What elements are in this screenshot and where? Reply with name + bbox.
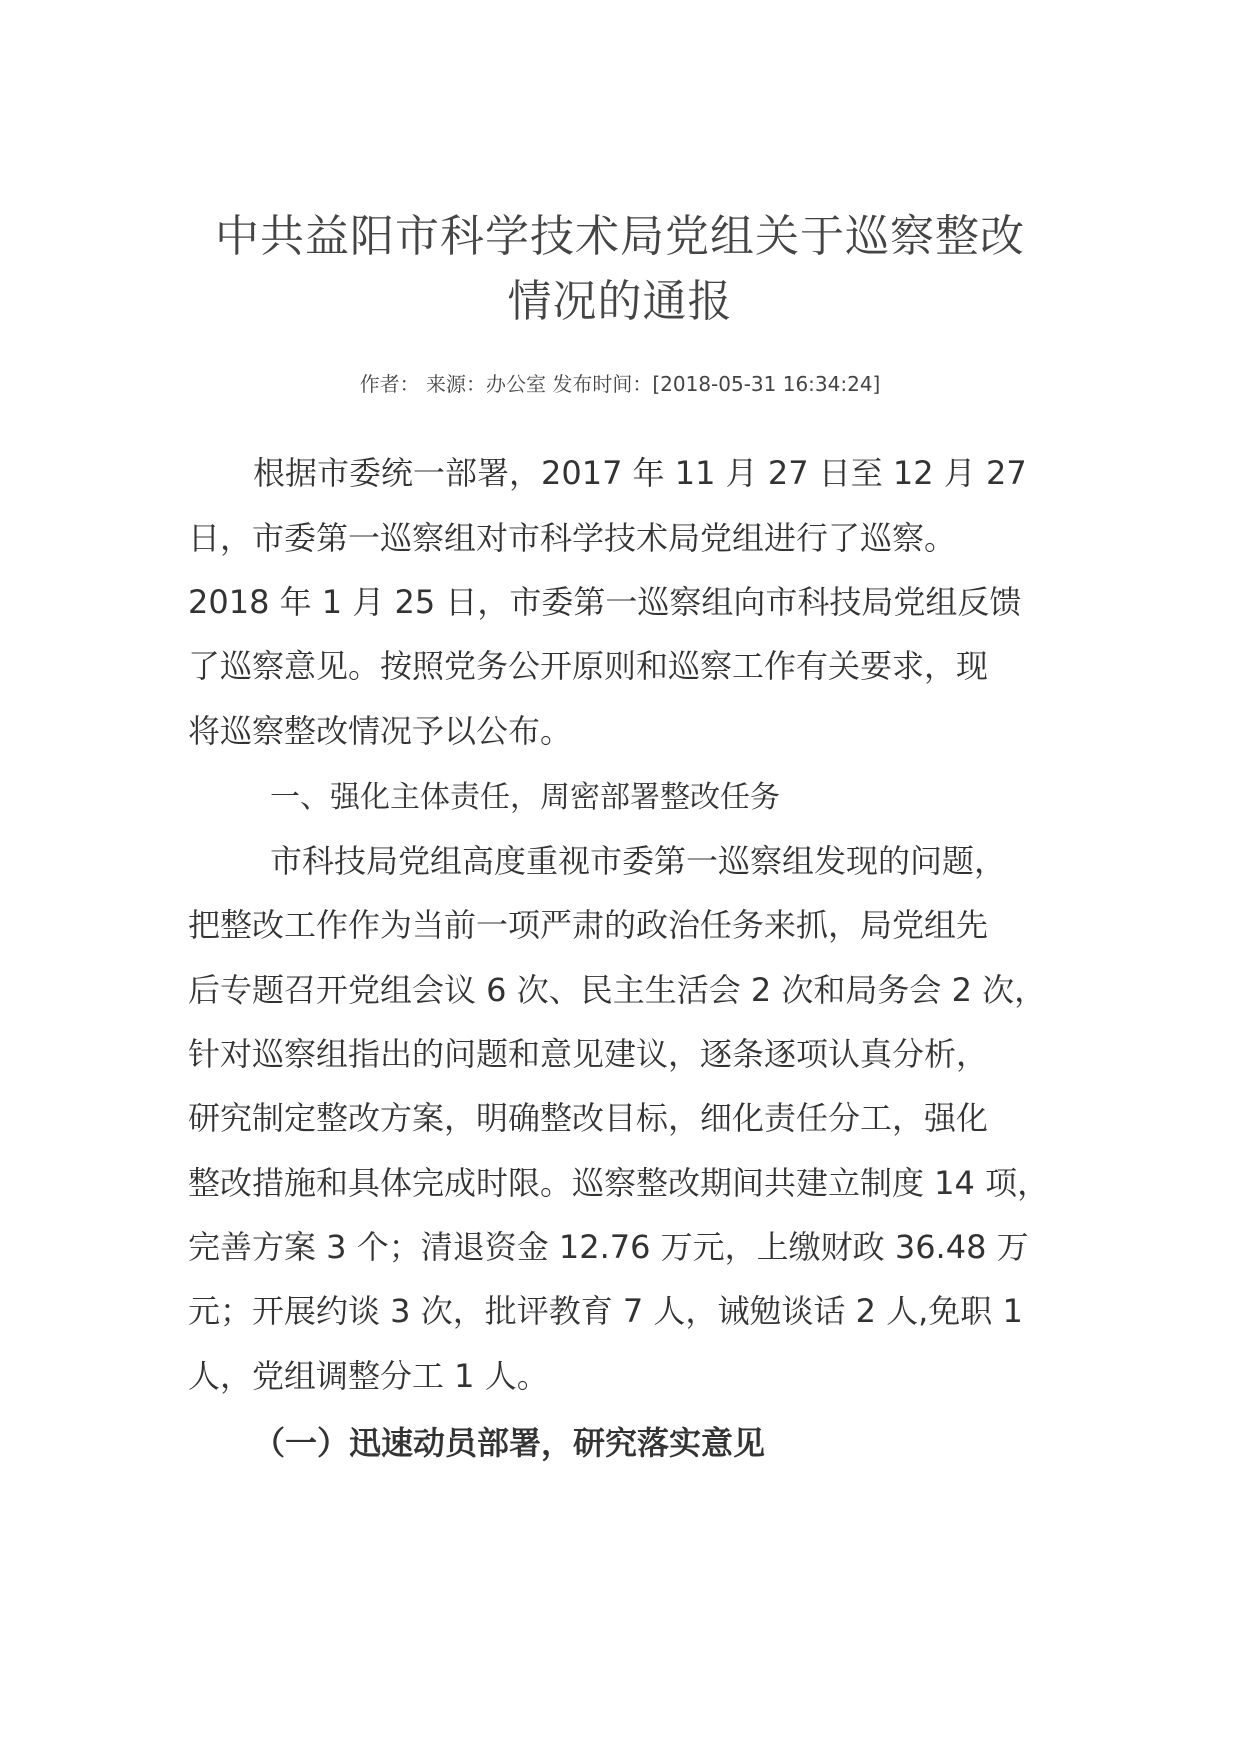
body-line: 把整改工作作为当前一项严肃的政治任务来抓，局党组先 — [188, 906, 989, 944]
body-line: 根据市委统一部署，2017 年 11 月 27 日至 12 月 27 — [253, 454, 1027, 492]
subsection-heading: （一）迅速动员部署，研究落实意见 — [253, 1424, 766, 1462]
body-line: 日，市委第一巡察组对市科学技术局党组进行了巡察。 — [188, 519, 957, 557]
body-line: 元；开展约谈 3 次，批评教育 7 人，诫勉谈话 2 人,免职 1 — [188, 1292, 1023, 1330]
body-line: 了巡察意见。按照党务公开原则和巡察工作有关要求，现 — [188, 647, 989, 685]
article-meta: 作者： 来源：办公室 发布时间：[2018-05-31 16:34:24] — [359, 372, 881, 396]
body-line: 后专题召开党组会议 6 次、民主生活会 2 次和局务会 2 次， — [188, 971, 1047, 1009]
section-heading: 一、强化主体责任，周密部署整改任务 — [270, 780, 780, 815]
document-title-line-2: 情况的通报 — [507, 276, 733, 327]
body-line: 完善方案 3 个；清退资金 12.76 万元，上缴财政 36.48 万 — [188, 1228, 1029, 1266]
body-line: 研究制定整改方案，明确整改目标，细化责任分工，强化 — [188, 1099, 989, 1137]
body-line: 针对巡察组指出的问题和意见建议，逐条逐项认真分析， — [188, 1035, 989, 1073]
document-title-line-1: 中共益阳市科学技术局党组关于巡察整改 — [215, 211, 1025, 262]
body-line: 整改措施和具体完成时限。巡察整改期间共建立制度 14 项， — [188, 1164, 1050, 1202]
body-line: 人，党组调整分工 1 人。 — [188, 1357, 549, 1395]
body-line: 市科技局党组高度重视市委第一巡察组发现的问题， — [270, 842, 1007, 880]
body-line: 将巡察整改情况予以公布。 — [188, 712, 573, 750]
body-line: 2018 年 1 月 25 日，市委第一巡察组向市科技局党组反馈 — [188, 583, 1022, 621]
